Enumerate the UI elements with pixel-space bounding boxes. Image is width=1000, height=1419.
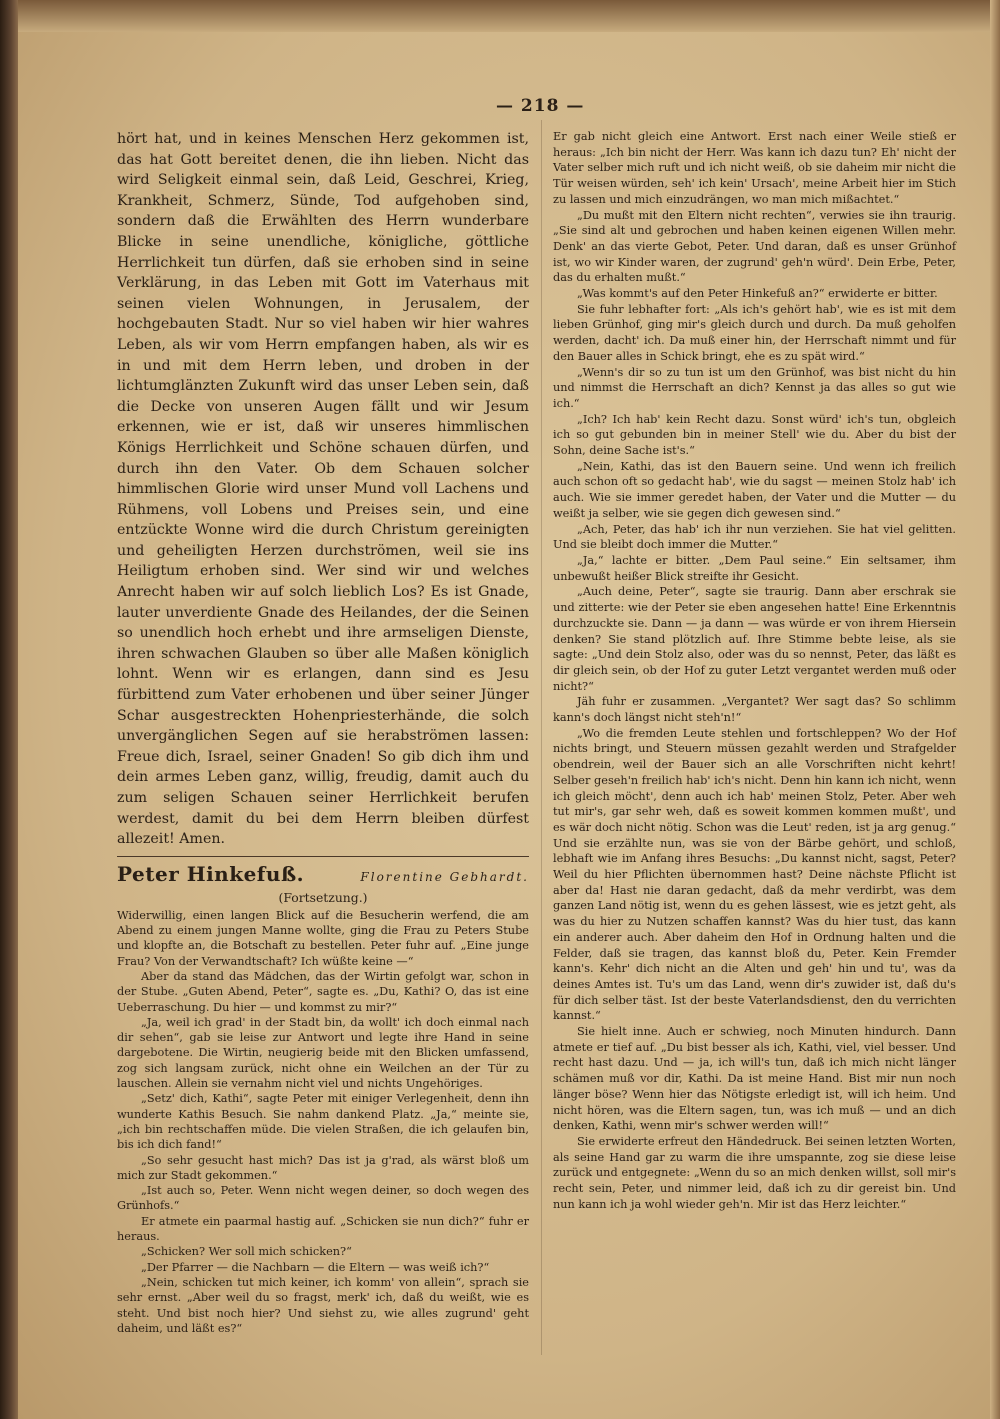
story-paragraph: „Ist auch so, Peter. Wenn nicht wegen deiner, so doch wegen des Grünhofs.“ xyxy=(117,1184,529,1213)
story-paragraph: Er gab nicht gleich eine Antwort. Erst nach einer Weile stieß er heraus: „Ich bin nicht der Herr. Was kann ich dazu tun? Eh' nicht der Vater selber mich ruft und ich nicht weiß, ob sie daheim mir nicht die Tür weisen würden, seh' ich kein' Ursach', meine Arbeit hier im Stich zu lassen und mich einzudrängen, wo man mich mißachtet.“ xyxy=(553,130,956,206)
right-column xyxy=(553,129,956,1213)
story-paragraph: Aber da stand das Mädchen, das der Wirtin gefolgt war, schon in der Stube. „Guten Abend, Peter“, sagte es. „Du, Kathi? O, das ist eine Ueberraschung. Du hier — und kommst zu mir?“ xyxy=(117,969,529,1014)
story-paragraph: „Nein, Kathi, das ist den Bauern seine. Und wenn ich freilich auch schon oft so gedacht hab', wie du sagst — meinen Stolz hab' ich auch. Wie sie immer geredet haben, der Vater und die Mutter — du weißt ja selber, wie sie gegen dich gewesen sind.“ xyxy=(553,459,956,520)
story-header xyxy=(117,862,529,886)
story-paragraph: „Wo die fremden Leute stehlen und fortschleppen? Wo der Hof nichts bringt, und Steuern müssen gezahlt werden und Strafgelder obendrein, weil der Bauer sich an alle Vorschriften nicht kehrt! Selber geseh'n freilich hab' ich's nicht. Denn hin kann ich nicht, wenn ich gleich möcht', denn auch ich hab' meinen Stolz, Peter. Aber weh tut mir's, gar sehr weh, daß es soweit kommen kommen mußt', und es wär doch nicht nötig. Schon was die Leut' reden, ist ja arg genug.“ Und sie erzählte nun, was sie von der Bärbe gehört, und schloß, lebhaft wie im Anfang ihres Besuchs: „Du kannst nicht, sagst, Peter? Weil du hier Pflichten übernommen hast? Deine nächste Pflicht ist aber da! Hast nie daran gedacht, daß da mehr verdirbt, was dem ganzen Land nötig ist, wenn du es gehen lässest, wie es jetzt geht, als was du hier zu Nutzen schaffen kannst? Was du hier tust, das kann ein anderer auch. Aber daheim den Hof in Ordnung halten und die Felder, daß sie tragen, das kannst bloß du, Peter. Kein Fremder kann's. Kehr' dich nicht an die Alten und geh' hin und tu', was da deines Amtes ist. Tu's um das Land, wenn dir's zuwider ist, daß du's für dich selber täst. Ist der beste Vaterlandsdienst, den du verrichten kannst.“ xyxy=(553,726,956,1023)
story-paragraph: Widerwillig, einen langen Blick auf die Besucherin werfend, die am Abend zu einem jungen Manne wollte, ging die Frau zu Peters Stube und klopfte an, die Botschaft zu bestellen. Peter fuhr auf. „Eine junge Frau? Von der Verwandtschaft? Ich wüßte keine —“ xyxy=(117,908,529,968)
sermon-section xyxy=(117,129,529,850)
story-paragraph: „Ach, Peter, das hab' ich ihr nun verziehen. Sie hat viel gelitten. Und sie bleibt doch immer die Mutter.“ xyxy=(553,522,956,552)
story-title: Peter Hinkefuß. xyxy=(117,861,305,886)
story-paragraph: Sie erwiderte erfreut den Händedruck. Bei seinen letzten Worten, als seine Hand gar zu warm die ihre umspannte, zog sie diese leise zurück und entgegnete: „Wenn du so an mich denken willst, soll mir's recht sein, Peter, und nimmer leid, daß ich zu dir gereist bin. Und nun kann ich ja wohl wieder geh'n. Mir ist das Herz leichter.“ xyxy=(553,1135,956,1211)
column-gutter xyxy=(541,120,542,1355)
page-right-edge xyxy=(990,0,1000,1419)
story-paragraph: „Wenn's dir so zu tun ist um den Grünhof, was bist nicht du hin und nimmst die Herrschaft an dich? Kennst ja das alles so gut wie ich.“ xyxy=(553,365,956,410)
story-author: Florentine Gebhardt. xyxy=(360,869,529,884)
story-paragraph: Sie fuhr lebhafter fort: „Als ich's gehört hab', wie es ist mit dem lieben Grünhof, ging mir's gleich durch und durch. Da muß geholfen werden, dacht' ich. Da muß einer hin, der Herrschaft nimmt und für den Bauer alles in Schick bringt, ehe es zu spät wird.“ xyxy=(553,302,956,363)
story-paragraph: Jäh fuhr er zusammen. „Vergantet? Wer sagt das? So schlimm kann's doch längst nicht steh'n!“ xyxy=(553,695,956,725)
story-paragraph: „Der Pfarrer — die Nachbarn — die Eltern — was weiß ich?“ xyxy=(141,1260,490,1274)
page-top-edge xyxy=(18,0,1000,32)
page-number: — 218 — xyxy=(496,96,585,116)
story-paragraph: „Auch deine, Peter“, sagte sie traurig. Dann aber erschrak sie und zitterte: wie der Peter sie eben angesehen hatte! Eine Erkenntnis durchzuckte sie. Dann — ja dann — was würde er von ihrem Hiersein denken? Sie stand plötzlich auf. Ihre Stimme bebte leise, als sie sagte: „Und dein Stolz also, oder was du so nennst, Peter, das läßt es dir gleich sein, ob der Hof zu guter Letzt vergantet werden muß oder nicht?“ xyxy=(553,585,956,693)
story-paragraph: „Ich? Ich hab' kein Recht dazu. Sonst würd' ich's tun, obgleich ich so gut gebunden bin in meiner Stell' wie du. Aber du bist der Sohn, deine Sache ist's.“ xyxy=(553,412,956,458)
story-paragraph: „Nein, schicken tut mich keiner, ich komm' von allein“, sprach sie sehr ernst. „Aber weil du so fragst, merk' ich, daß du weißt, wie es steht. Und bist noch hier? Und siehst zu, wie alles zugrund' geht daheim, und läßt es?“ xyxy=(117,1275,529,1335)
story-paragraph: „Ja,“ lachte er bitter. „Dem Paul seine.“ Ein seltsamer, ihm unbewußt heißer Blick streifte ihr Gesicht. xyxy=(553,553,956,583)
story-paragraph: „Du mußt mit den Eltern nicht rechten“, verwies sie ihn traurig. „Sie sind alt und gebrochen und haben keinen eigenen Willen mehr. Denk' an das vierte Gebot, Peter. Und daran, daß es unser Grünhof ist, wo wir Kinder waren, der zugrund' geh'n würd'. Dein Erbe, Peter, das du erhalten mußt.“ xyxy=(553,208,956,285)
sermon-paragraph: hört hat, und in keines Menschen Herz gekommen ist, das hat Gott bereitet denen, die ihn lieben. Nicht das wird Seligkeit einmal sein, daß Leid, Geschrei, Krieg, Krankheit, Schmerz, Sünde, Tod aufgehoben sind, sondern daß die Erwählten des Herrn wunderbare Blicke in seine unendliche, königliche, göttliche Herrlichkeit tun dürfen, daß sie erhoben sind in seine Verklärung, in das Leben mit Gott im Vaterhaus mit seinen vielen Wohnungen, in Jerusalem, der hochgebauten Stadt. Nur so viel haben wir hier wahres Leben, als wir vom Herrn empfangen haben, als wir es in und mit dem Herrn leben, und droben in der lichtumglänzten Zukunft wird das unser Leben sein, daß die Decke von unseren Augen fällt und wir Jesum erkennen, wie er ist, daß wir unseres himmlischen Königs Herrlichkeit und Schöne schauen dürfen, und durch ihn den Vater. Ob dem Schauen solcher himmlischen Glorie wird unser Mund voll Lachens und Rühmens, voll Lobens und Preises sein, und eine entzückte Wonne wird die durch Christum gereinigten und geheiligten Herzen durchströmen, weil sie ins Heiligtum erhoben sind. Wer sind wir und welches Anrecht haben wir auf solch lieblich Los? Es ist Gnade, lauter unverdiente Gnade des Heilandes, der die Seinen so unendlich hoch erhebt und ihre armseligen Dienste, ihren schwachen Glauben so über alle Maßen königlich lohnt. Wenn wir es erlangen, dann sind es Jesu fürbittend zum Vater erhobenen und über seiner Jünger Schar ausgestreckten Hohenpriesterhände, die solch unvergänglichen Segen auf sie herabströmen lassen: Freue dich, Israel, seiner Gnaden! So gib dich ihm und dein armes Leben ganz, willig, freudig, damit auch du zum seligen Schauen seiner Herrlichkeit berufen werdest, damit du bei dem Herrn bleiben dürfest allezeit! Amen. xyxy=(117,131,529,848)
story-paragraph: „Schicken? Wer soll mich schicken?“ xyxy=(141,1245,352,1259)
story-paragraph: „Ja, weil ich grad' in der Stadt bin, da wollt' ich doch einmal nach dir sehen“, gab sie leise zur Antwort und legte ihre Hand in seine dargebotene. Die Wirtin, neugierig beide mit den Blicken umfassend, zog sich langsam zurück, nicht ohne ein Weilchen an der Tür zu lauschen. Allein sie vernahm nicht viel und nichts Ungehöriges. xyxy=(117,1015,529,1091)
left-column xyxy=(117,129,529,1336)
story-paragraph: Er atmete ein paarmal hastig auf. „Schicken sie nun dich?“ fuhr er heraus. xyxy=(117,1214,529,1244)
book-binding-spine xyxy=(0,0,18,1419)
story-paragraph: „Was kommt's auf den Peter Hinkefuß an?“ erwiderte er bitter. xyxy=(577,287,938,301)
story-section xyxy=(117,908,529,1336)
continuation-note: (Fortsetzung.) xyxy=(278,889,368,905)
story-paragraph: „Setz' dich, Kathi“, sagte Peter mit einiger Verlegenheit, denn ihn wunderte Kathis Besuch. Sie nahm dankend Platz. „Ja,“ meinte sie, „ich bin rechtschaffen müde. Die vielen Straßen, die ich gelaufen bin, bis ich dich fand!“ xyxy=(117,1092,529,1152)
story-paragraph: „So sehr gesucht hast mich? Das ist ja g'rad, als wärst bloß um mich zur Stadt gekommen.“ xyxy=(117,1153,529,1182)
story-paragraph: Sie hielt inne. Auch er schwieg, noch Minuten hindurch. Dann atmete er tief auf. „Du bist besser als ich, Kathi, viel, viel besser. Und recht hast dazu. Und — ja, ich will's tun, daß ich mich nicht länger schämen muß vor dir, Kathi. Da ist meine Hand. Bist mir nun noch länger böse? Wenn hier das Nötigste erledigt ist, will ich heim. Und nicht hören, was die Eltern sagen, tun, was ich muß — und an dich denken, Kathi, wenn mir's schwer werden will!“ xyxy=(553,1025,956,1133)
section-divider xyxy=(117,856,529,857)
